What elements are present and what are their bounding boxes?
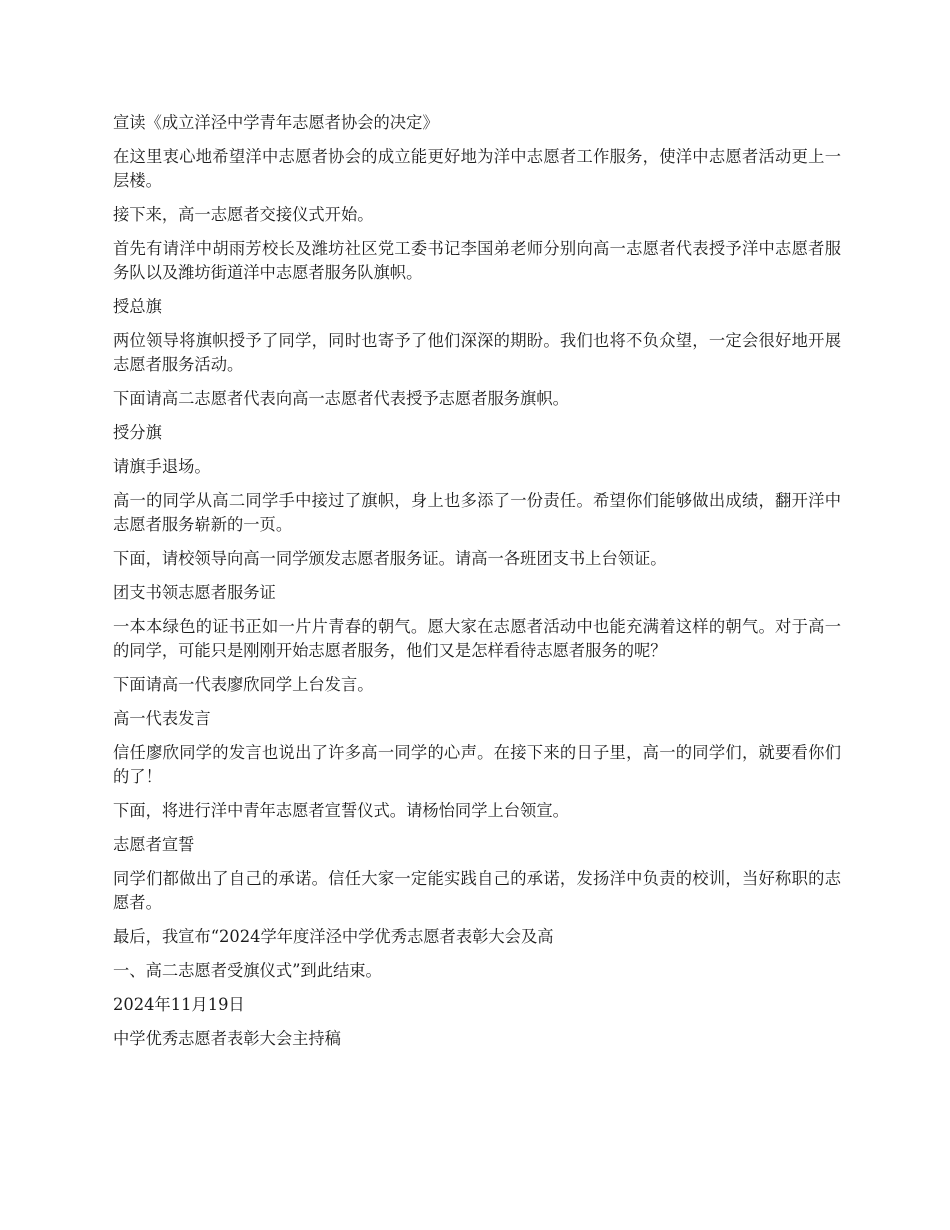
- paragraph-20: 最后，我宣布“2024学年度洋泾中学优秀志愿者表彰大会及高: [113, 927, 554, 946]
- paragraph-12: 团支书领志愿者服务证: [113, 583, 276, 602]
- paragraph-2: 在这里衷心地希望洋中志愿者协会的成立能更好地为洋中志愿者工作服务，使洋中志愿者活动更上一层楼。: [113, 147, 841, 190]
- paragraph-8: 授分旗: [113, 423, 162, 442]
- paragraph-1: 宣读《成立洋泾中学青年志愿者协会的决定》: [113, 113, 439, 132]
- paragraph-4: 首先有请洋中胡雨芳校长及潍坊社区党工委书记李国弟老师分别向高一志愿者代表授予洋中志愿者服务队以及潍坊街道洋中志愿者服务队旗帜。: [113, 239, 841, 282]
- paragraph-3: 接下来，高一志愿者交接仪式开始。: [113, 205, 374, 224]
- paragraph-11: 下面，请校领导向高一同学颁发志愿者服务证。请高一各班团支书上台领证。: [113, 549, 667, 568]
- paragraph-17: 下面，将进行洋中青年志愿者宣誓仪式。请杨怡同学上台领宣。: [113, 801, 569, 820]
- paragraph-14: 下面请高一代表廖欣同学上台发言。: [113, 675, 374, 694]
- document-body: [113, 111, 841, 1061]
- paragraph-18: 志愿者宣誓: [113, 835, 195, 854]
- paragraph-5: 授总旗: [113, 297, 162, 316]
- paragraph-16: 信任廖欣同学的发言也说出了许多高一同学的心声。在接下来的日子里，高一的同学们，就要看你们的了！: [113, 743, 841, 786]
- paragraph-13: 一本本绿色的证书正如一片片青春的朝气。愿大家在志愿者活动中也能充满着这样的朝气。对于高一的同学，可能只是刚刚开始志愿者服务，他们又是怎样看待志愿者服务的呢？: [113, 617, 841, 660]
- paragraph-9: 请旗手退场。: [113, 457, 211, 476]
- paragraph-7: 下面请高二志愿者代表向高一志愿者代表授予志愿者服务旗帜。: [113, 389, 569, 408]
- document-closing-title: 中学优秀志愿者表彰大会主持稿: [113, 1029, 341, 1048]
- paragraph-6: 两位领导将旗帜授予了同学，同时也寄予了他们深深的期盼。我们也将不负众望，一定会很好地开展志愿者服务活动。: [113, 331, 841, 374]
- paragraph-19: 同学们都做出了自己的承诺。信任大家一定能实践自己的承诺，发扬洋中负责的校训，当好称职的志愿者。: [113, 869, 841, 912]
- paragraph-21: 一、高二志愿者受旗仪式”到此结束。: [113, 961, 382, 980]
- document-date: 2024年11月19日: [113, 995, 245, 1014]
- paragraph-15: 高一代表发言: [113, 709, 211, 728]
- paragraph-10: 高一的同学从高二同学手中接过了旗帜，身上也多添了一份责任。希望你们能够做出成绩，翻开洋中志愿者服务崭新的一页。: [113, 491, 841, 534]
